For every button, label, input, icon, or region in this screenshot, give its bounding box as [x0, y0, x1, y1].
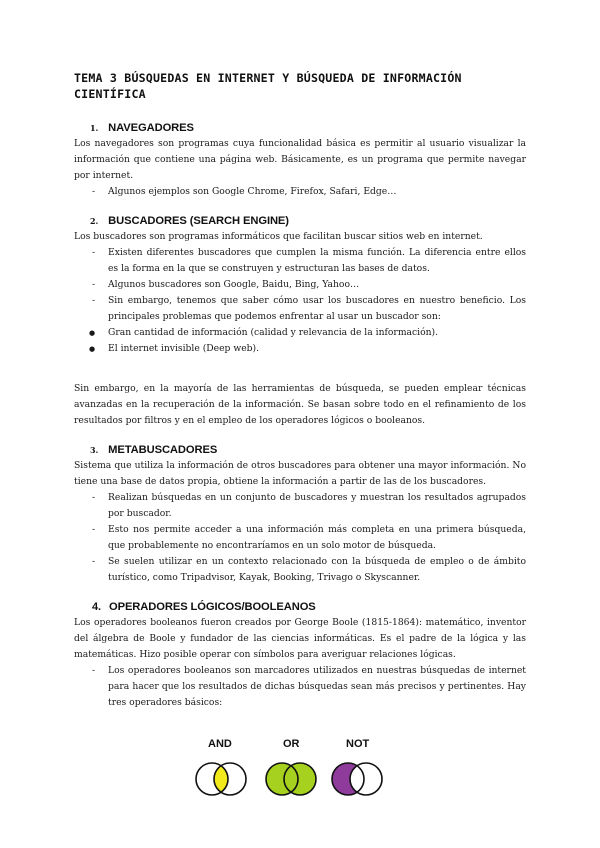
document-title: TEMA 3 BÚSQUEDAS EN INTERNET Y BÚSQUEDA DE INFORMACIÓN CIENTÍFICA — [74, 71, 462, 101]
section-heading — [74, 215, 526, 227]
and-label: AND — [208, 738, 232, 750]
document-page — [74, 70, 526, 711]
dash-list — [74, 663, 526, 711]
section-title: METABUSCADORES — [108, 444, 218, 456]
dash-list — [74, 245, 526, 357]
list-item: - Se suelen utilizar en un contexto relacionado con la búsqueda de empleo o de ámbito turístico, como Tripadvisor, Kayak, Booking, Trivago o Skyscanner. — [74, 554, 526, 586]
not-label: NOT — [346, 738, 370, 750]
list-item: - Algunos buscadores son Google, Baidu, Bing, Yahoo… — [74, 277, 526, 293]
list-item: - Esto nos permite acceder a una información más completa en una primera búsqueda, que probablemente no encontraríamos en un solo motor de búsqueda. — [74, 522, 526, 554]
section-heading — [74, 444, 526, 456]
section-number: 2. — [90, 216, 99, 226]
bullet-item: ● Gran cantidad de información (calidad y relevancia de la información). — [74, 325, 526, 341]
section-title: BUSCADORES (SEARCH ENGINE) — [108, 215, 289, 227]
section-paragraph: Los buscadores son programas informáticos que facilitan buscar sitios web en internet. — [74, 231, 483, 242]
section-paragraph: Los operadores booleanos fueron creados por George Boole (1815-1864): matemático, inventor del álgebra de Boole y fundador de las ciencias informáticas. Es el padre de la lógica y las matemáticas. Hizo posible operar con símbolos para averiguar relaciones lógicas. — [74, 617, 526, 660]
section-title: NAVEGADORES — [108, 122, 194, 134]
list-item: - Sin embargo, tenemos que saber cómo usar los buscadores en nuestro beneficio. Los principales problemas que podemos enfrentar al usar un buscador son: — [74, 293, 526, 325]
section-number: 1. — [90, 123, 99, 133]
list-item: - Algunos ejemplos son Google Chrome, Firefox, Safari, Edge… — [74, 184, 526, 200]
section-buscadores — [74, 215, 526, 429]
list-item: - Realizan búsquedas en un conjunto de buscadores y muestran los resultados agrupados por buscador. — [74, 490, 526, 522]
or-venn-icon — [266, 763, 316, 795]
section-heading — [74, 122, 526, 134]
section-paragraph: Sistema que utiliza la información de otros buscadores para obtener una mayor información. No tiene una base de datos propia, obtiene la información a partir de las de los buscadores. — [74, 460, 526, 487]
section-number: 4. — [92, 601, 101, 613]
dash-list — [74, 184, 526, 200]
venn-svg — [194, 756, 414, 802]
section-navegadores — [74, 122, 526, 200]
section-operadores — [74, 601, 526, 711]
not-venn-icon — [332, 763, 382, 795]
list-item: - Los operadores booleanos son marcadores utilizados en nuestras búsquedas de internet para hacer que los resultados de dichas búsquedas sean más precisos y pertinentes. Hay tres operadores básicos: — [74, 663, 526, 711]
bullet-item: ● El internet invisible (Deep web). — [74, 341, 526, 357]
section-title: OPERADORES LÓGICOS/BOOLEANOS — [108, 601, 316, 613]
dash-list — [74, 490, 526, 586]
section-metabuscadores — [74, 444, 526, 586]
list-item: - Existen diferentes buscadores que cumplen la misma función. La diferencia entre ellos es la forma en la que se construyen y estructuran las bases de datos. — [74, 245, 526, 277]
section-heading — [74, 601, 526, 613]
section-closing-paragraph: Sin embargo, en la mayoría de las herramientas de búsqueda, se pueden emplear técnicas avanzadas en la recuperación de la información. Se basan sobre todo en el refinamiento de los resultados por filtros y en el empleo de los operadores lógicos o booleanos. — [74, 383, 526, 426]
section-paragraph: Los navegadores son programas cuya funcionalidad básica es permitir al usuario visualizar la información que contiene una página web. Básicamente, es un programa que permite navegar por internet. — [74, 138, 526, 181]
or-label: OR — [283, 738, 300, 750]
boolean-operators-diagram — [198, 738, 398, 798]
section-number: 3. — [90, 445, 99, 455]
and-venn-icon — [196, 763, 246, 795]
